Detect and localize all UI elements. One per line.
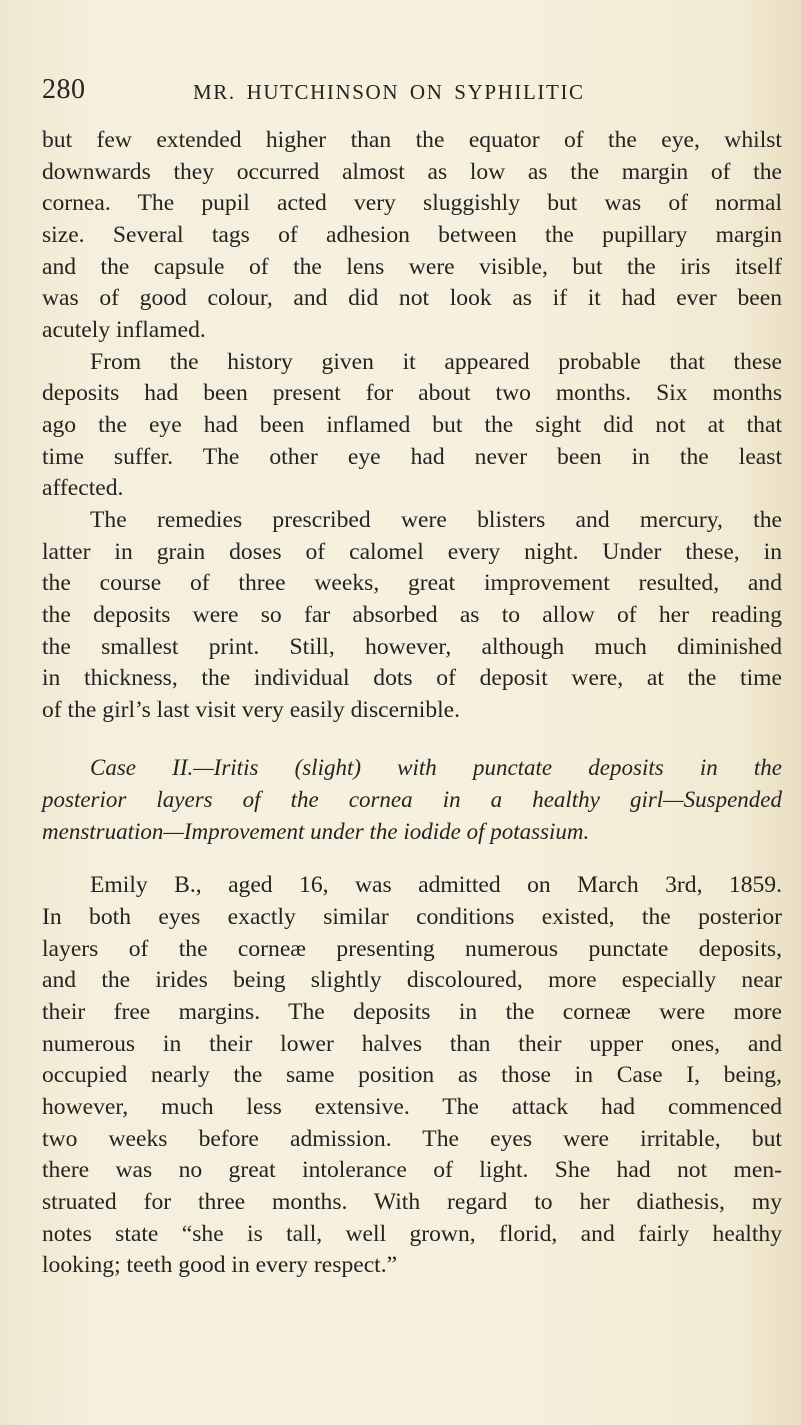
text-line: and the capsule of the lens were visible, but the iris itself [42,253,782,280]
case-paragraph [42,870,782,1282]
text-line: acutely inflamed. [42,316,206,343]
text-line: deposits had been present for about two months. Six months [42,380,782,407]
text-line: in thickness, the individual dots of deposit were, at the time [42,665,782,692]
page-header [42,74,762,114]
text-line: looking; teeth good in every respect.” [42,1252,398,1279]
text-line: struated for three months. With regard to her diathesis, my [42,1189,782,1215]
case-heading [42,752,782,847]
text-line: two weeks before admission. The eyes were irritable, but [42,1125,782,1152]
text-line: cornea. The pupil acted very sluggishly but was of normal [42,190,782,217]
paragraph-3 [42,505,782,727]
text-line: numerous in their lower halves than their upper ones, and [42,1030,782,1057]
text-line: the course of three weeks, great improvement resulted, and [42,570,782,597]
text-line: occupied nearly the same position as those in Case I, being, [42,1062,782,1089]
paragraph-2 [42,347,782,505]
text-line: the deposits were so far absorbed as to allow of her reading [42,601,782,628]
running-head: MR. HUTCHINSON ON SYPHILITIC [193,80,585,104]
text-line: downwards they occurred almost as low as the margin of the [42,158,782,185]
text-line: of the girl’s last visit very easily discernible. [42,696,461,723]
text-line: layers of the corneæ presenting numerous punctate deposits, [42,935,782,962]
text-line: was of good colour, and did not look as if it had ever been [42,285,782,312]
text-line: From the history given it appeared probable that these [90,348,782,375]
text-line: there was no great intolerance of light. She had not men- [42,1157,782,1184]
text-line: but few extended higher than the equator of the eye, whilst [42,127,782,153]
text-line: latter in grain doses of calomel every night. Under these, in [42,538,782,565]
paragraph-1 [42,125,782,347]
heading-line: posterior layers of the cornea in a healthy girl—Suspended [42,787,782,813]
text-line: In both eyes exactly similar conditions existed, the posterior [42,904,782,931]
text-line: ago the eye had been inflamed but the sight did not at that [42,411,782,438]
text-line: Emily B., aged 16, was admitted on March 3rd, 1859. [90,872,782,899]
text-line: however, much less extensive. The attack had commenced [42,1094,782,1121]
text-line: affected. [42,475,124,502]
page-body [42,125,782,1282]
text-line: and the irides being slightly discoloured, more especially near [42,967,782,994]
heading-line: Case II.—Iritis (slight) with punctate deposits in the [90,755,782,781]
text-line: size. Several tags of adhesion between the pupillary margin [42,221,782,248]
text-line: The remedies prescribed were blisters and mercury, the [90,506,782,533]
text-line: their free margins. The deposits in the corneæ were more [42,999,782,1026]
text-line: the smallest print. Still, however, although much diminished [42,633,782,660]
page-number: 280 [42,74,86,105]
text-line: notes state “she is tall, well grown, florid, and fairly healthy [42,1220,782,1247]
text-line: time suffer. The other eye had never been in the least [42,443,782,470]
heading-line: menstruation—Improvement under the iodide of potassium. [42,818,590,844]
